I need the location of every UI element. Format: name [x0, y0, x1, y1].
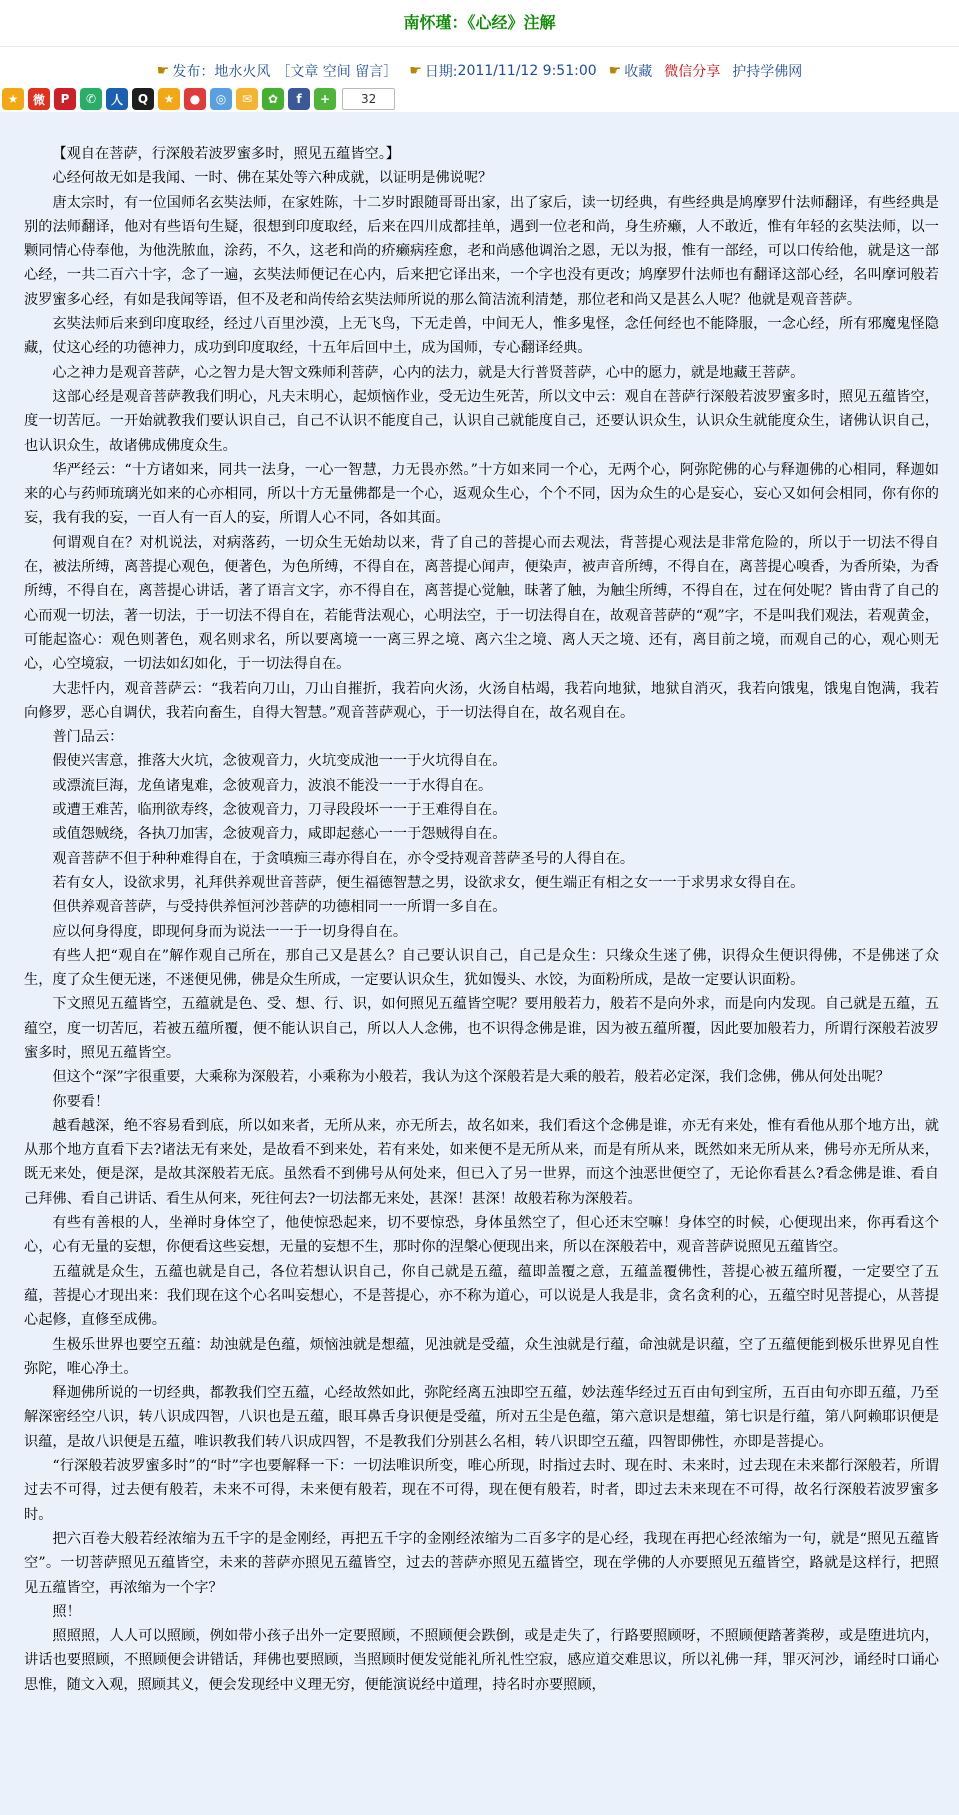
pointing-hand-icon: ☛: [156, 63, 170, 79]
date-value: 2011/11/12 9:51:00: [457, 63, 597, 79]
page-title-text: 南怀瑾：《心经》注解: [403, 13, 556, 32]
article-paragraph: 应以何身得度，即现何身而为说法一一于一切身得自在。: [52, 923, 408, 940]
pointing-hand-icon: ☛: [409, 63, 422, 79]
article-paragraph: 但这个“深”字很重要，大乘称为深般若，小乘称为小般若，我认为这个深般若是大乘的般若，般若必定深，我们念佛，佛从何处出呢？: [52, 1069, 890, 1086]
favorite-link[interactable]: [609, 61, 653, 81]
article-paragraph: 五蕴就是众生，五蕴也就是自己，各位若想认识自己，你自己就是五蕴，蕴即盖覆之意，五蕴盖覆佛性，菩提心被五蕴所覆，一定要空了五蕴，菩提心才现出来：我们现在这个心名叫妄想心，不是菩提心，亦不称为道心，可以说是人我是非，贪名贪利的心，五蕴空时见菩提心，从菩提心起修，直修至成佛。: [24, 1263, 939, 1329]
article-paragraph: 若有女人，设欲求男，礼拜供养观世音菩萨，便生福德智慧之男，设欲求女，便生端正有相之女一一于求男求女得自在。: [52, 874, 805, 891]
article-meta-bar: [0, 47, 959, 85]
wechat-share-link[interactable]: 微信分享: [664, 64, 721, 80]
favorite-star-icon[interactable]: ★: [2, 88, 24, 110]
netease-icon[interactable]: ◎: [210, 88, 232, 110]
article-paragraph: 假使兴害意，推落大火坑，念彼观音力，火坑变成池一一于火坑得自在。: [52, 753, 507, 770]
article-paragraph: 把六百卷大般若经浓缩为五千字的是金刚经，再把五千字的金刚经浓缩为二百多字的是心经，我现在再把心经浓缩为一句，就是“照见五蕴皆空”。一切菩萨照见五蕴皆空，未来的菩萨亦照见五蕴皆空，过去的菩萨亦照见五蕴皆空，现在学佛的人亦要照见五蕴皆空，路就是这样行，把照见五蕴皆空，再浓缩为一个字？: [24, 1530, 939, 1596]
article-paragraph: 有些人把“观自在”解作观自己所在，那自己又是甚么？自己要认识自己，自己是众生：只缘众生迷了佛，识得众生便识得佛，不是佛迷了众生，度了众生便无迷，不迷便见佛，佛是众生所成，一定要认识众生，犹如馒头、水饺，为面粉所成，是故一定要认识面粉。: [24, 947, 939, 989]
article-paragraph: 普门品云：: [52, 729, 124, 746]
article-paragraph: 【观自在菩萨，行深般若波罗蜜多时，照见五蕴皆空。】: [52, 146, 400, 162]
qq-icon[interactable]: Q: [132, 88, 154, 110]
qzone-icon[interactable]: ★: [158, 88, 180, 110]
article-paragraph: 心经何故无如是我闻、一时、佛在某处等六种成就，以证明是佛说呢？: [52, 170, 493, 187]
article-paragraph: 观音菩萨不但于种种难得自在，于贪嗔痴三毒亦得自在，亦令受持观音菩萨圣号的人得自在。: [52, 850, 635, 867]
wechat-icon[interactable]: ✆: [80, 88, 102, 110]
article-body: [20, 112, 939, 1697]
article-paragraph: 心之神力是观音菩萨，心之智力是大智文殊师利菩萨，心内的法力，就是大行普贤菩萨，心中的愿力，就是地藏王菩萨。: [52, 364, 805, 381]
date-info: [409, 61, 596, 81]
email-icon[interactable]: ✉: [236, 88, 258, 110]
article-paragraph: 玄奘法师后来到印度取经，经过八百里沙漠，上无飞鸟，下无走兽，中间无人，惟多鬼怪，念任何经也不能降服，一念心经，所有邪魔鬼怪隐藏，仗这心经的功德神力，成功到印度取经，十五年后回中土，成为国师，专心翻译经典。: [24, 316, 939, 357]
article-paragraph: 下文照见五蕴皆空，五蕴就是色、受、想、行、识，如何照见五蕴皆空呢？要用般若力，般若不是向外求，而是向内发现。自己就是五蕴，五蕴空，度一切苦厄，若被五蕴所覆，便不能认识自己，所以人人念佛，也不识得念佛是谁，因为被五蕴所覆，因此要加般若力，所谓行深般若波罗蜜多时，照见五蕴皆空。: [24, 996, 939, 1061]
article-paragraph: 或遭王难苦，临刑欲寿终，念彼观音力，刀寻段段坏一一于王难得自在。: [52, 802, 507, 819]
article-paragraph: 照！: [52, 1603, 81, 1620]
publish-info: [157, 61, 397, 81]
page-title: [0, 0, 959, 47]
support-link[interactable]: 护持学佛网: [732, 64, 803, 80]
pointing-hand-icon: ☛: [608, 63, 622, 79]
pinterest-icon[interactable]: P: [54, 88, 76, 110]
publish-label: 发布：: [172, 64, 215, 80]
article-paragraph: 华严经云：“十方诸如来，同共一法身，一心一智慧，力无畏亦然。”十方如来同一个心，无两个心，阿弥陀佛的心与释迦佛的心相同，释迦如来的心与药师琉璃光如来的心亦相同，所以十方无量佛都是一个心，返观众生心，个个不同，因为众生的心是妄心，妄心又如何会相同，你有你的妄，我有我的妄，一百人有一百人的妄，所谓人心不同，各如其面。: [24, 461, 939, 527]
author-links[interactable]: ［文章 空间 留言］: [276, 64, 398, 80]
share-count-value: 32: [361, 92, 377, 106]
favorite-text[interactable]: 收藏: [624, 64, 653, 80]
article-container: [0, 112, 959, 1815]
share-toolbar: [0, 85, 959, 114]
more-plus-icon[interactable]: +: [314, 88, 336, 110]
article-paragraph: 释迦佛所说的一切经典，都教我们空五蕴，心经故然如此，弥陀经离五浊即空五蕴，妙法莲华经过五百由旬到宝所，五百由旬亦即五蕴，乃至解深密经空八识，转八识成四智，八识也是五蕴，眼耳鼻舌身识便是受蕴，所对五尘是色蕴，第六意识是想蕴，第七识是行蕴，第八阿赖耶识便是识蕴，是故八识便是五蕴，唯识教我们转八识成四智，不是教我们分别甚么名相，转八识即空五蕴，四智即佛性，亦即是菩提心。: [24, 1385, 939, 1450]
article-paragraph: 照照照，人人可以照顾，例如带小孩子出外一定要照顾，不照顾便会跌倒，或是走失了，行路要照顾呀，不照顾便踏著粪秽，或是堕进坑内，讲话也要照顾，不照顾便会讲错话，拜佛也要照顾，当照顾时便发觉能礼所礼性空寂，感应道交难思议，所以礼佛一拜，罪灭河沙，诵经时口诵心思惟，随文入观，照顾其义，便会发现经中义理无穷，便能演说经中道理，持名时亦要照顾，: [24, 1628, 939, 1693]
xianguo-icon[interactable]: ●: [184, 88, 206, 110]
kaixin-icon[interactable]: ✿: [262, 88, 284, 110]
share-count: [342, 88, 395, 110]
article-paragraph: 或值怨贼绕，各执刀加害，念彼观音力，咸即起慈心一一于怨贼得自在。: [52, 826, 507, 843]
renren-icon[interactable]: 人: [106, 88, 128, 110]
facebook-icon[interactable]: f: [288, 88, 310, 110]
article-paragraph: 你要看！: [52, 1093, 110, 1110]
date-label: 日期:: [424, 64, 458, 80]
article-paragraph: 或漂流巨海，龙鱼诸鬼难，念彼观音力，波浪不能没一一于水得自在。: [52, 777, 493, 794]
article-paragraph: “行深般若波罗蜜多时”的“时”字也要解释一下：一切法唯识所变，唯心所现，时指过去时、现在时、未来时，过去现在未来都行深般若，所谓过去不可得，过去便有般若，未来不可得，未来便有般若，现在不可得，现在便有般若，时者，即过去未来现在不可得，故名行深般若波罗蜜多时。: [24, 1458, 939, 1523]
article-paragraph: 但供养观音菩萨，与受持供养恒河沙菩萨的功德相同一一所谓一多自在。: [52, 899, 507, 916]
article-paragraph: 大悲忏内，观音菩萨云：“我若向刀山，刀山自摧折，我若向火汤，火汤自枯竭，我若向地狱，地狱自消灭，我若向饿鬼，饿鬼自饱满，我若向修罗，恶心自调伏，我若向畜生，自得大智慧。”观音菩萨观心，于一切法得自在，故名观自在。: [24, 680, 939, 721]
article-paragraph: 生极乐世界也要空五蕴：劫浊就是色蕴，烦恼浊就是想蕴，见浊就是受蕴，众生浊就是行蕴，命浊就是识蕴，空了五蕴便能到极乐世界见自性弥陀，唯心净土。: [24, 1336, 939, 1377]
weibo-icon[interactable]: 微: [28, 88, 50, 110]
article-paragraph: 越看越深，绝不容易看到底，所以如来者，无所从来，亦无所去，故名如来，我们看这个念佛是谁，亦无有来处，惟有看他从那个地方出，就从那个地方直看下去?诸法无有来处，是故看不到来处，若有来处，如来便不是无所从来，而是有所从来，既然如来无所从来，佛号亦无所从来，既无来处，便是深，是故其深般若无底。虽然看不到佛号从何处来，但已入了另一世界，而这个浊恶世便空了，无论你看甚么?看念佛是谁、看自己拜佛、看自己讲话、看生从何来，死往何去?一切法都无来处，甚深！甚深！故般若称为深般若。: [24, 1117, 939, 1207]
author-link[interactable]: 地水火风: [214, 64, 271, 80]
article-paragraph: 这部心经是观音菩萨教我们明心，凡夫末明心，起烦恼作业，受无边生死苦，所以文中云：观自在菩萨行深般若波罗蜜多时，照见五蕴皆空，度一切苦厄。一开始就教我们要认识自己，自己不认识不能度自己，认识自己就能度自己，还要认识众生，认识众生就能度众生，诸佛认识自己，也认识众生，故诸佛成佛度众生。: [24, 388, 939, 454]
article-paragraph: 有些有善根的人，坐禅时身体空了，他使惊恐起来，切不要惊恐，身体虽然空了，但心还末空嘛！身体空的时候，心便现出来，你再看这个心，心有无量的妄想，你便看这些妄想，无量的妄想不生，那时你的涅槃心便现出来，所以在深般若中，观音菩萨说照见五蕴皆空。: [24, 1215, 939, 1256]
article-paragraph: 唐太宗时，有一位国师名玄奘法师，在家姓陈，十二岁时跟随哥哥出家，出了家后，读一切经典，有些经典是鸠摩罗什法师翻译，有些经典是别的法师翻译，他对有些语句生疑，很想到印度取经，后来在四川成都挂单，遇到一位老和尚，身生疥癞，人不敢近，惟有年轻的玄奘法师，以一颗同情心侍奉他，为他洗脓血，涂药，不久，这老和尚的疥癞病痊愈，老和尚感他调治之恩，无以为报，惟有一部经，可以口传给他，就是这一部心经，一共二百六十字，念了一遍，玄奘法师便记在心内，后来把它译出来，一个字也没有更改；鸠摩罗什法师也有翻译这部心经，名叫摩诃般若波罗蜜多心经，有如是我闻等语，但不及老和尚传给玄奘法师所说的那么简洁流利清楚，那位老和尚又是甚么人呢？他就是观音菩萨。: [24, 194, 939, 308]
article-paragraph: 何谓观自在？对机说法，对病落药，一切众生无始劫以来，背了自己的菩提心而去观法，背菩提心观法是非常危险的，所以于一切法不得自在，被法所缚，离菩提心观色，便著色，为色所缚，不得自在，离菩提心闻声，便染声，被声音所缚，不得自在，离菩提心嗅香，为香所染，为香所缚，不得自在，离菩提心讲话，著了语言文字，亦不得自在，离菩提心觉触，昧著了触，为触尘所缚，不得自在，过在何处呢？皆由背了自己的心而观一切法，著一切法，于一切法不得自在，若能背法观心，心明法空，于一切法得自在，故观音菩萨的“观”字，不是叫我们观法，若观黄金，可能起盗心：观色则著色，观名则求名，所以要离境一一离三界之境、离六尘之境、离人天之境、还有，离目前之境，而观自己的心，观心则无心，心空境寂，一切法如幻如化，于一切法得自在。: [24, 534, 939, 673]
